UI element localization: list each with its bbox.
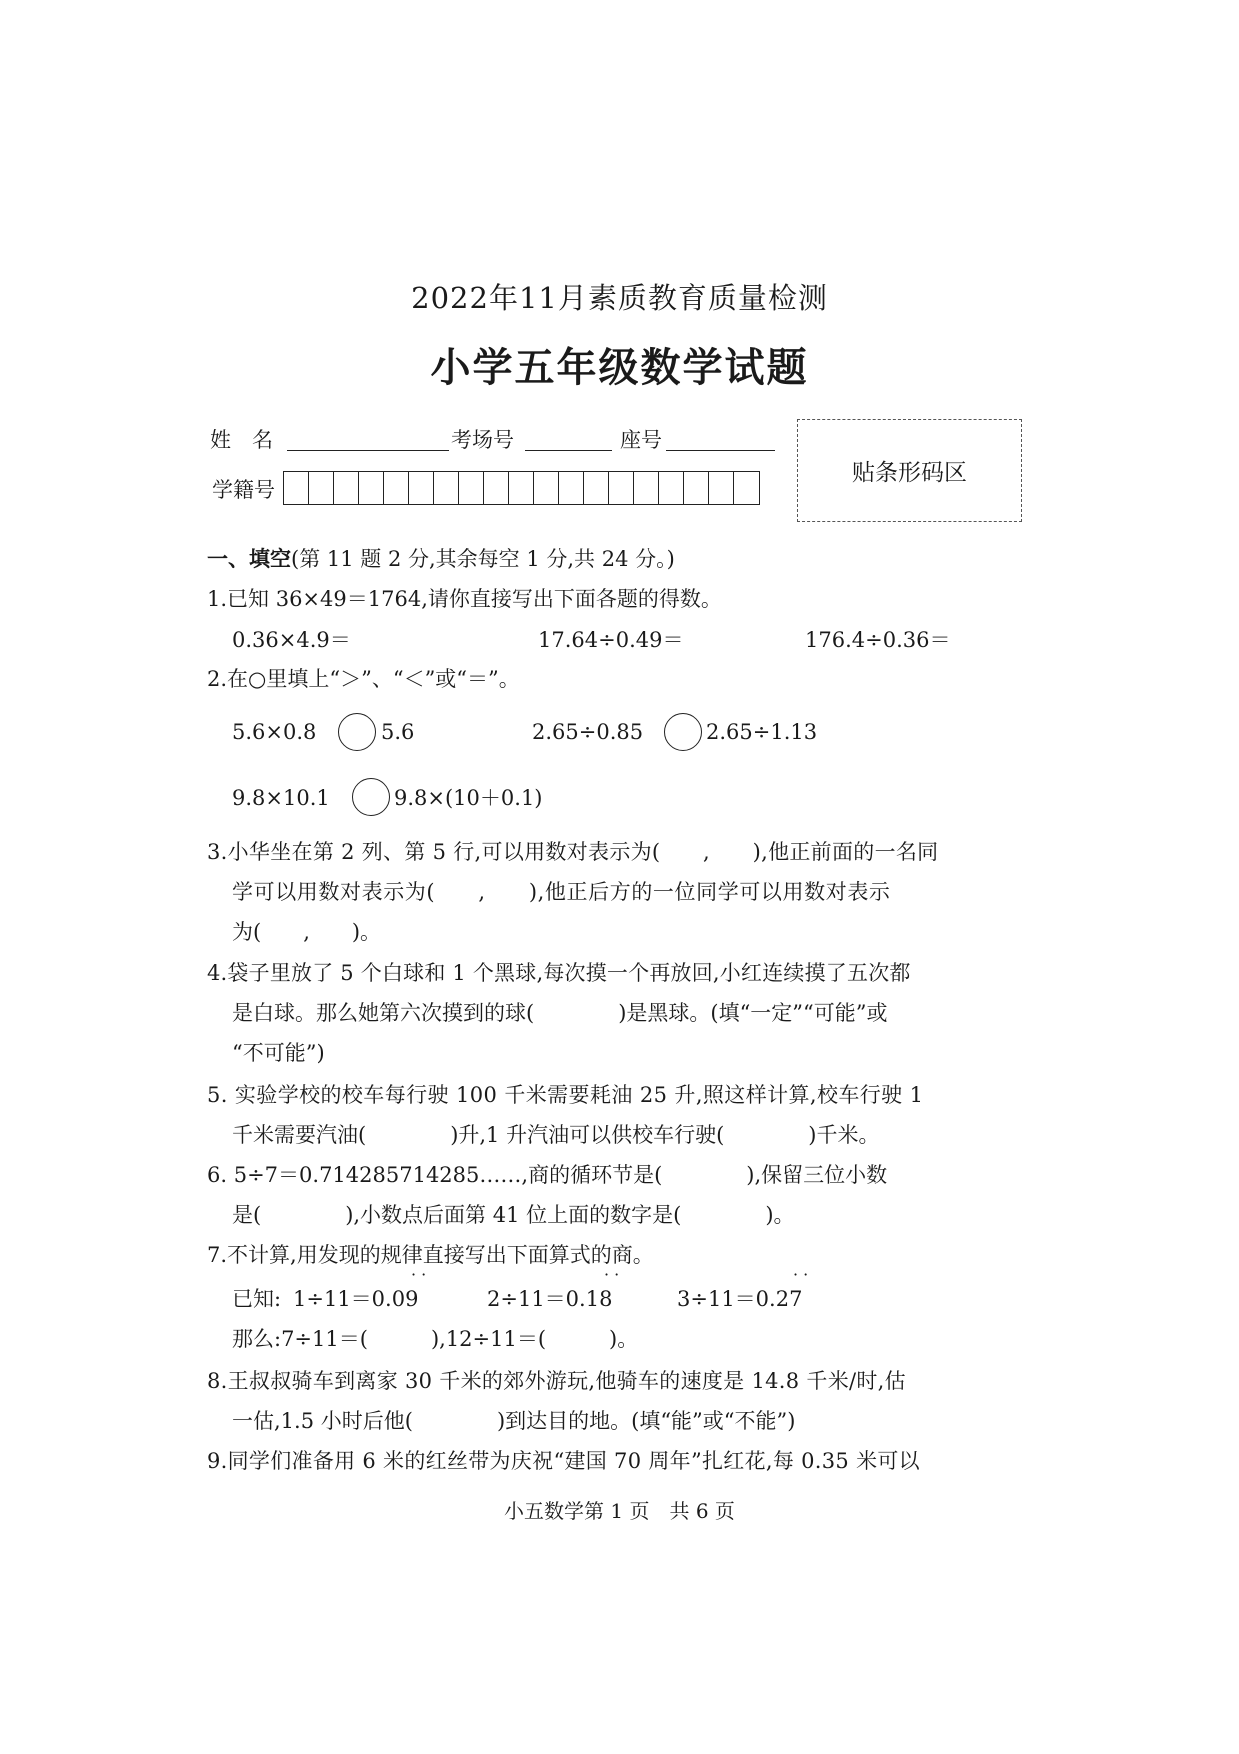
q3-line2: 学可以用数对表示为( , ),他正后方的一位同学可以用数对表示	[232, 880, 891, 904]
exam-room-field[interactable]	[525, 450, 612, 451]
q5-line2: 千米需要汽油( )升,1 升汽油可以供校车行驶( )千米。	[232, 1123, 880, 1147]
student-id-boxes[interactable]	[283, 471, 760, 505]
exam-title: 2022年11月素质教育质量检测	[411, 281, 828, 315]
q2-b-right: 2.65÷1.13	[706, 720, 818, 744]
q4-line1: 4.袋子里放了 5 个白球和 1 个黑球,每次摸一个再放回,小红连续摸了五次都	[207, 961, 911, 985]
q3-line3: 为( , )。	[232, 920, 382, 944]
student-id-label: 学籍号	[212, 478, 275, 502]
q2-b-left: 2.65÷0.85	[532, 720, 644, 744]
name-label: 姓 名	[210, 428, 273, 452]
q7-example-3: 3÷11＝0.27	[677, 1287, 803, 1311]
repeating-dots-1: · ·	[411, 1265, 427, 1284]
q2-c-right: 9.8×(10＋0.1)	[394, 786, 543, 810]
q7-then: 那么:7÷11＝( ),12÷11＝( )。	[232, 1327, 639, 1351]
q8-line2: 一估,1.5 小时后他( )到达目的地。(填“能”或“不能”)	[232, 1409, 796, 1433]
q3-line1: 3.小华坐在第 2 列、第 5 行,可以用数对表示为( , ),他正前面的一名同	[207, 840, 939, 864]
repeating-dots-2: · ·	[604, 1265, 620, 1284]
exam-room-label: 考场号	[451, 428, 514, 452]
q8-line1: 8.王叔叔骑车到离家 30 千米的郊外游玩,他骑车的速度是 14.8 千米/时,估	[207, 1369, 906, 1393]
q1-expr-b: 17.64÷0.49＝	[538, 628, 684, 652]
q7-known-label: 已知:	[232, 1287, 282, 1311]
q4-line3: “不可能”)	[232, 1041, 325, 1065]
q6-line2: 是( ),小数点后面第 41 位上面的数字是( )。	[232, 1203, 795, 1227]
q2-a-left: 5.6×0.8	[232, 720, 317, 744]
q1-text: 1.已知 36×49＝1764,请你直接写出下面各题的得数。	[207, 587, 722, 611]
q1-expr-a: 0.36×4.9＝	[232, 628, 351, 652]
q9-line1: 9.同学们准备用 6 米的红丝带为庆祝“建国 70 周年”扎红花,每 0.35 米可以	[207, 1449, 920, 1473]
section1-note: (第 11 题 2 分,其余每空 1 分,共 24 分。)	[291, 547, 675, 571]
seat-field[interactable]	[666, 450, 775, 451]
q6-line1: 6. 5÷7＝0.714285714285……,商的循环节是( ),保留三位小数	[207, 1163, 888, 1187]
q4-line2: 是白球。那么她第六次摸到的球( )是黑球。(填“一定”“可能”或	[232, 1001, 888, 1025]
paper-title: 小学五年级数学试题	[430, 344, 809, 391]
q2-b-circle[interactable]	[664, 713, 702, 751]
q5-line1: 5. 实验学校的校车每行驶 100 千米需要耗油 25 升,照这样计算,校车行驶 1	[207, 1083, 924, 1107]
q2-c-left: 9.8×10.1	[232, 786, 330, 810]
q1-expr-c: 176.4÷0.36＝	[805, 628, 951, 652]
q7-text: 7.不计算,用发现的规律直接写出下面算式的商。	[207, 1243, 654, 1267]
q2-a-circle[interactable]	[338, 713, 376, 751]
q7-example-2: 2÷11＝0.18	[487, 1287, 613, 1311]
page-footer: 小五数学第 1 页 共 6 页	[504, 1499, 735, 1523]
q2-c-circle[interactable]	[352, 778, 390, 816]
name-field[interactable]	[287, 450, 449, 451]
section1-title: 一、填空	[207, 546, 291, 571]
section1-heading	[207, 544, 675, 574]
q2-text: 2.在○里填上“＞”、“＜”或“＝”。	[207, 667, 520, 691]
barcode-area	[797, 419, 1022, 522]
seat-label: 座号	[620, 428, 662, 452]
q2-a-right: 5.6	[381, 720, 415, 744]
repeating-dots-3: · ·	[793, 1265, 809, 1284]
barcode-label: 贴条形码区	[852, 460, 967, 486]
q7-example-1: 1÷11＝0.09	[293, 1287, 419, 1311]
